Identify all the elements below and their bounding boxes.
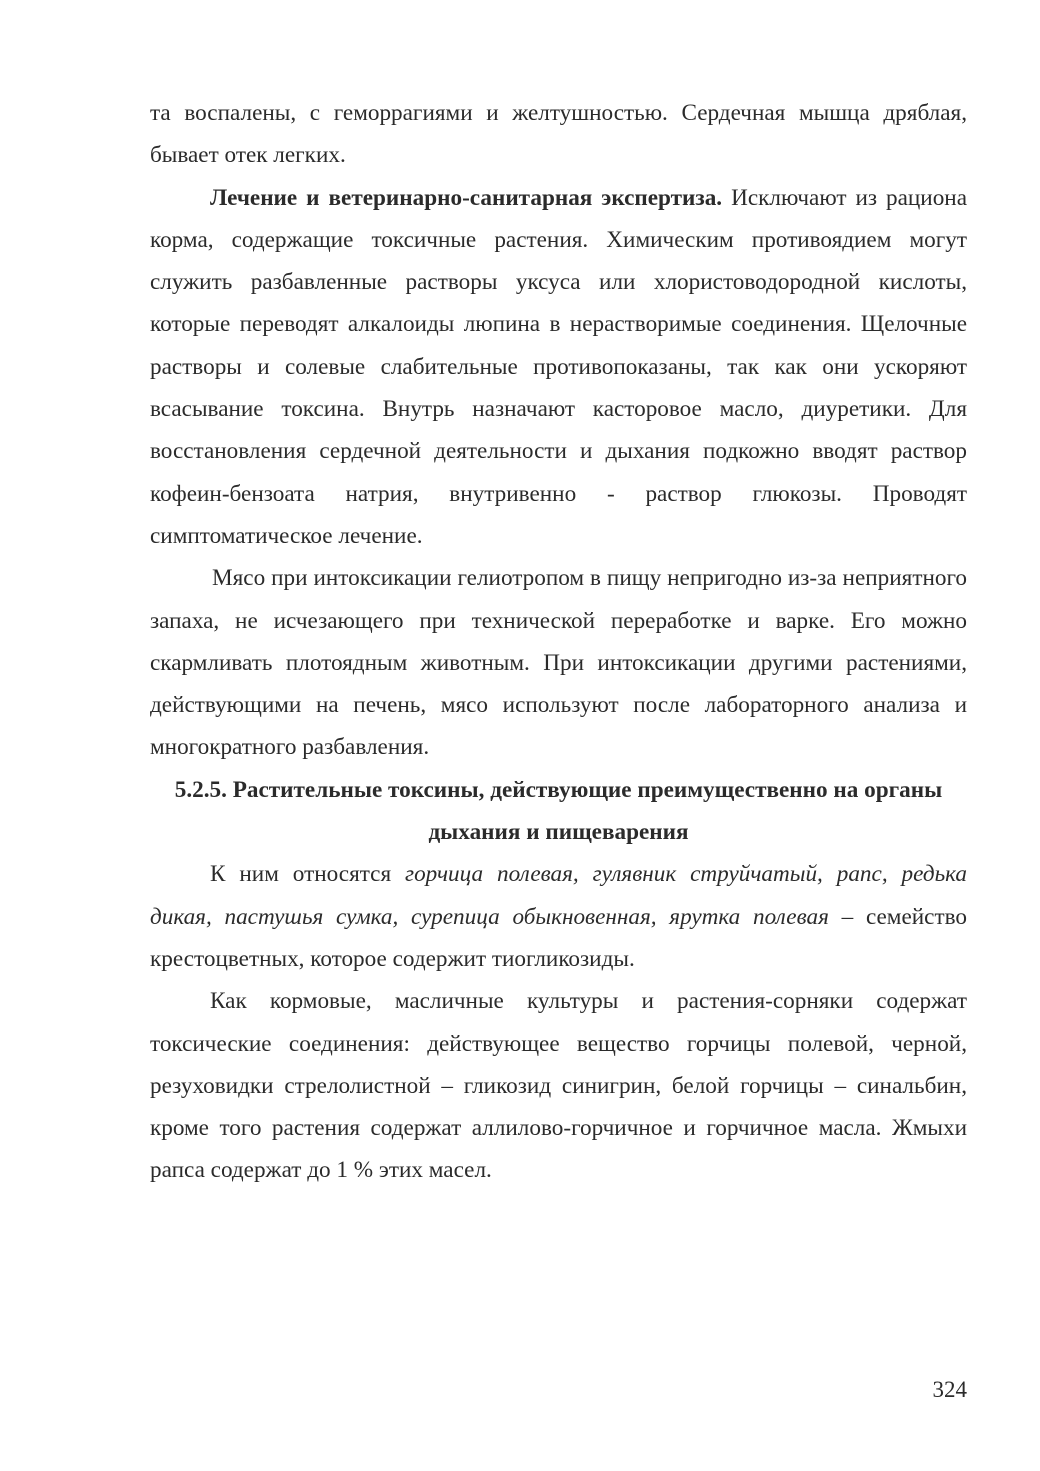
paragraph-meat: Мясо при интоксикации гелиотропом в пищу непригодно из-за неприятного запаха, не исчезающего при технической переработке и варке. Его можно скармливать плотоядным животным. При интоксикации другими растениями, действующими на печень, мясо используют после лабораторного анализа и многократного разбавления. [150, 565, 967, 761]
plants-list: горчица полевая, гулявник струйчатый, рапс, редька дикая, пастушья сумка, сурепица обыкновенная, ярутка полевая [150, 861, 967, 930]
paragraph-continuation: та воспалены, с геморрагиями и желтушностью. Сердечная мышца дряблая, бывает отек легких. [150, 100, 967, 169]
section-heading-line-1: 5.2.5. Растительные токсины, действующие преимущественно на органы [174, 776, 943, 803]
treatment-text: Исключают из рациона корма, содержащие токсичные растения. Химическим противоядием могут служить разбавленные растворы уксуса или хлористоводородной кислоты, которые переводят алкалоиды люпина в нерастворимые соединения. Щелочные растворы и солевые слабительные противопоказаны, так как они ускоряют всасывание токсина. Внутрь назначают касторовое масло, диуретики. Для восстановления сердечной деятельности и дыхания подкожно вводят раствор кофеин-бензоата натрия, внутривенно - раствор глюкозы. Проводят симптоматическое лечение. [150, 184, 967, 549]
section-heading [150, 769, 967, 854]
paragraph-toxic-compounds: Как кормовые, масличные культуры и растения-сорняки содержат токсические соединения: действующее вещество горчицы полевой, черной, резуховидки стрелолистной – гликозид синигрин, белой горчицы – синальбин, кроме того растения содержат аллилово-горчичное и горчичное масла. Жмыхи рапса содержат до 1 % этих масел. [150, 988, 967, 1184]
plants-intro: К ним относятся [210, 861, 406, 888]
plants-family: – семейство крестоцветных, которое содержит тиогликозиды. [150, 903, 967, 972]
page-number: 324 [932, 1377, 967, 1402]
treatment-heading: Лечение и ветеринарно-санитарная экспертиза. [210, 184, 723, 211]
page-body [150, 92, 967, 1192]
paragraph-plants [150, 853, 967, 980]
paragraph-treatment [150, 177, 967, 558]
section-heading-line-2: дыхания и пищеварения [428, 819, 689, 846]
